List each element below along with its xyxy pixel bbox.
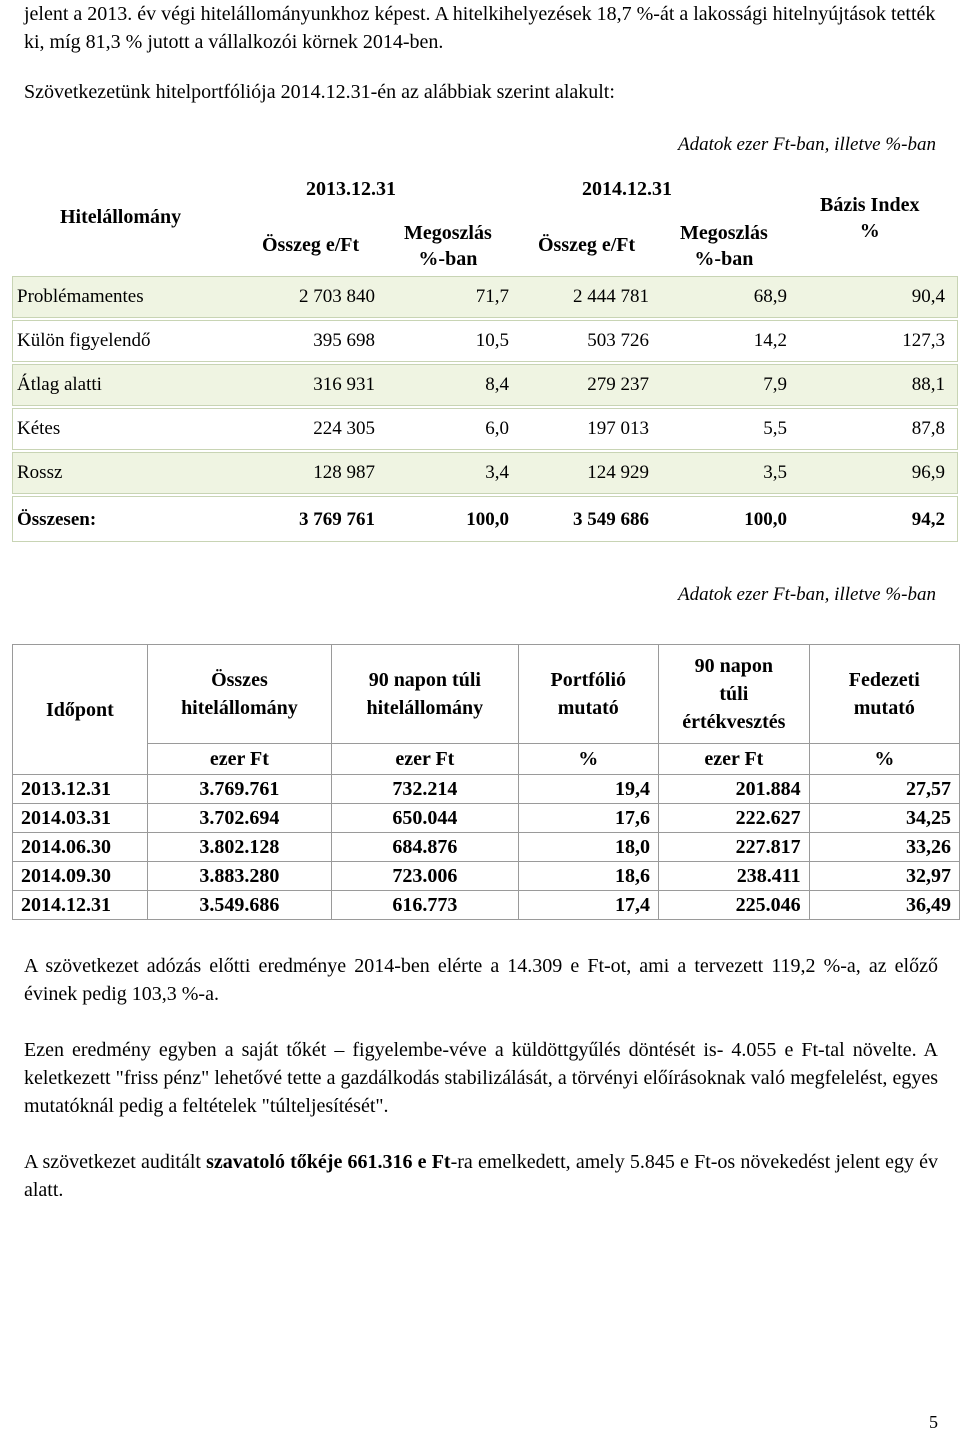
cell-d90: 650.044 [332,804,518,833]
cell-dist-2014: 5,5 [763,418,787,439]
table1-header [12,160,958,276]
cell-dist-2014: 68,9 [753,286,787,307]
header-dist-2014 [680,220,768,272]
cell-sum-2014: 124 929 [587,462,649,483]
cell-sum-2013: 224 305 [313,418,375,439]
header-cov-l1: Fedezeti [848,669,920,691]
header-d90-l2: hitelállomány [366,697,484,719]
header-coverage-ratio [809,645,959,744]
header-port-l1: Portfólió [550,669,627,691]
table-row [12,364,958,406]
cell-sum-2014: 2 444 781 [573,286,649,307]
cell-total: 3.769.761 [147,775,331,804]
cell-dist-2014: 7,9 [763,374,787,395]
header-base-index [820,192,919,244]
cell-index: 127,3 [902,330,945,351]
cell-date: 2014.03.31 [13,804,148,833]
table2-header-row [13,645,960,744]
unit-cell: % [809,744,959,775]
table-row [13,891,960,920]
header-index-l2: % [859,220,880,242]
cell-d90: 732.214 [332,775,518,804]
cell-total: 3.802.128 [147,833,331,862]
cell-total: 3.883.280 [147,862,331,891]
table-total-row [12,496,958,542]
header-total-loans [147,645,331,744]
cell-cov: 34,25 [809,804,959,833]
cell-port: 18,6 [518,862,658,891]
unit-cell: ezer Ft [659,744,810,775]
cell-d90: 616.773 [332,891,518,920]
cell-cov: 32,97 [809,862,959,891]
table1-unit-note: Adatok ezer Ft-ban, illetve %-ban [677,134,936,155]
cell-dist-2013: 100,0 [466,509,509,530]
header-dist-2013-l1: Megoszlás [404,222,492,244]
header-90day-loans [332,645,518,744]
cell-sum-2014: 3 549 686 [573,509,649,530]
own-funds-highlight: szavatoló tőkéje 661.316 e Ft [206,1151,451,1173]
header-port-l2: mutató [557,697,619,719]
loan-portfolio-table [12,160,958,544]
table-row [12,320,958,362]
unit-cell: % [518,744,658,775]
row-label: Összesen: [17,509,97,530]
cell-index: 96,9 [911,462,945,483]
header-index-l1: Bázis Index [820,194,920,216]
cell-date: 2014.09.30 [13,862,148,891]
row-label: Kétes [17,418,61,439]
row-label: Átlag alatti [17,374,102,395]
cell-date: 2014.06.30 [13,833,148,862]
header-portfolio-ratio [518,645,658,744]
cell-total: 3.549.686 [147,891,331,920]
intro-paragraph: jelent a 2013. év végi hitelállományunkhoz képest. A hitelkihelyezések 18,7 %-át a lakossági hitelnyújtások tették ki, míg 81,3 % jutott a vállalkozói körnek 2014-ben. [24,3,936,53]
cell-index: 87,8 [911,418,945,439]
unit-cell: ezer Ft [332,744,518,775]
table-row [13,833,960,862]
cell-index: 88,1 [911,374,945,395]
header-date-2013: 2013.12.31 [306,178,396,200]
header-impairment [659,645,810,744]
cell-index: 94,2 [911,509,945,530]
row-label: Külön figyelendő [17,330,151,351]
header-cov-l2: mutató [853,697,915,719]
cell-cov: 33,26 [809,833,959,862]
cell-sum-2014: 503 726 [587,330,649,351]
table2-unit-note: Adatok ezer Ft-ban, illetve %-ban [677,584,936,605]
own-funds-text-c: -ra emelkedett, amely 5.845 e Ft-os növekedést jelent egy év alatt. [24,1151,938,1201]
table-row [13,775,960,804]
cell-sum-2013: 3 769 761 [299,509,375,530]
cell-sum-2013: 316 931 [313,374,375,395]
cell-cov: 36,49 [809,891,959,920]
cell-imp: 227.817 [659,833,810,862]
intro-line: Szövetkezetünk hitelportfóliója 2014.12.31-én az alábbiak szerint alakult: [24,81,615,103]
table-row [13,862,960,891]
header-sum-2013: Összeg e/Ft [262,234,360,256]
cell-imp: 201.884 [659,775,810,804]
header-dist-2013 [404,220,492,272]
cell-sum-2013: 395 698 [313,330,375,351]
cell-imp: 238.411 [659,862,810,891]
header-sum-2014: Összeg e/Ft [538,234,636,256]
header-total-l1: Összes [211,669,268,691]
cell-index: 90,4 [911,286,945,307]
cell-cov: 27,57 [809,775,959,804]
cell-sum-2013: 2 703 840 [299,286,375,307]
cell-date: 2014.12.31 [13,891,148,920]
header-date-2014: 2014.12.31 [582,178,672,200]
cell-imp: 222.627 [659,804,810,833]
cell-dist-2013: 10,5 [475,330,509,351]
cell-port: 17,4 [518,891,658,920]
header-date-text: Időpont [45,698,114,721]
paragraph-own-funds [24,1148,938,1204]
cell-dist-2014: 100,0 [744,509,787,530]
own-funds-text-a: A szövetkezet auditált [24,1151,207,1173]
cell-port: 17,6 [518,804,658,833]
header-dist-2014-l2: %-ban [694,248,754,270]
header-imp-l3: értékvesztés [682,711,786,733]
header-loan-stock: Hitelállomány [60,206,182,228]
cell-date: 2013.12.31 [13,775,148,804]
table2-units-row [13,744,960,775]
paragraph-equity: Ezen eredmény egyben a saját tőkét – figyelembe-véve a küldöttgyűlés döntését is- 4.055 e Ft-tal növelte. A keletkezett "friss pénz" lehetővé tette a gazdálkodás stabilizálását, a törvényi előírásoknak való megfelelést, egyes mutatóknál pedig a feltételek "túlteljesítését". [24,1039,938,1117]
header-dist-2013-l2: %-ban [418,248,478,270]
cell-dist-2014: 3,5 [763,462,787,483]
cell-imp: 225.046 [659,891,810,920]
page-number: 5 [929,1412,938,1432]
table-row [12,452,958,494]
header-dist-2014-l1: Megoszlás [680,222,768,244]
cell-d90: 723.006 [332,862,518,891]
cell-dist-2013: 6,0 [485,418,509,439]
cell-dist-2013: 71,7 [475,286,509,307]
table-row [12,408,958,450]
row-label: Problémamentes [17,286,144,307]
cell-sum-2014: 279 237 [587,374,649,395]
row-label: Rossz [17,462,63,483]
cell-total: 3.702.694 [147,804,331,833]
cell-port: 19,4 [518,775,658,804]
cell-sum-2014: 197 013 [587,418,649,439]
cell-dist-2013: 3,4 [485,462,509,483]
cell-dist-2013: 8,4 [485,374,509,395]
table-row [13,804,960,833]
header-d90-l1: 90 napon túli [368,669,481,691]
unit-cell: ezer Ft [147,744,331,775]
cell-d90: 684.876 [332,833,518,862]
header-date [13,645,148,775]
header-total-l2: hitelállomány [181,697,298,719]
cell-sum-2013: 128 987 [313,462,375,483]
cell-dist-2014: 14,2 [753,330,787,351]
paragraph-profit: A szövetkezet adózás előtti eredménye 2014-ben elérte a 14.309 e Ft-ot, ami a tervezett 119,2 %-a, az előző évinek pedig 103,3 %-a. [24,955,938,1005]
header-imp-l1: 90 napon [694,655,774,677]
header-imp-l2: túli [719,683,749,705]
table-row [12,276,958,318]
portfolio-indicator-table [12,644,960,920]
cell-port: 18,0 [518,833,658,862]
